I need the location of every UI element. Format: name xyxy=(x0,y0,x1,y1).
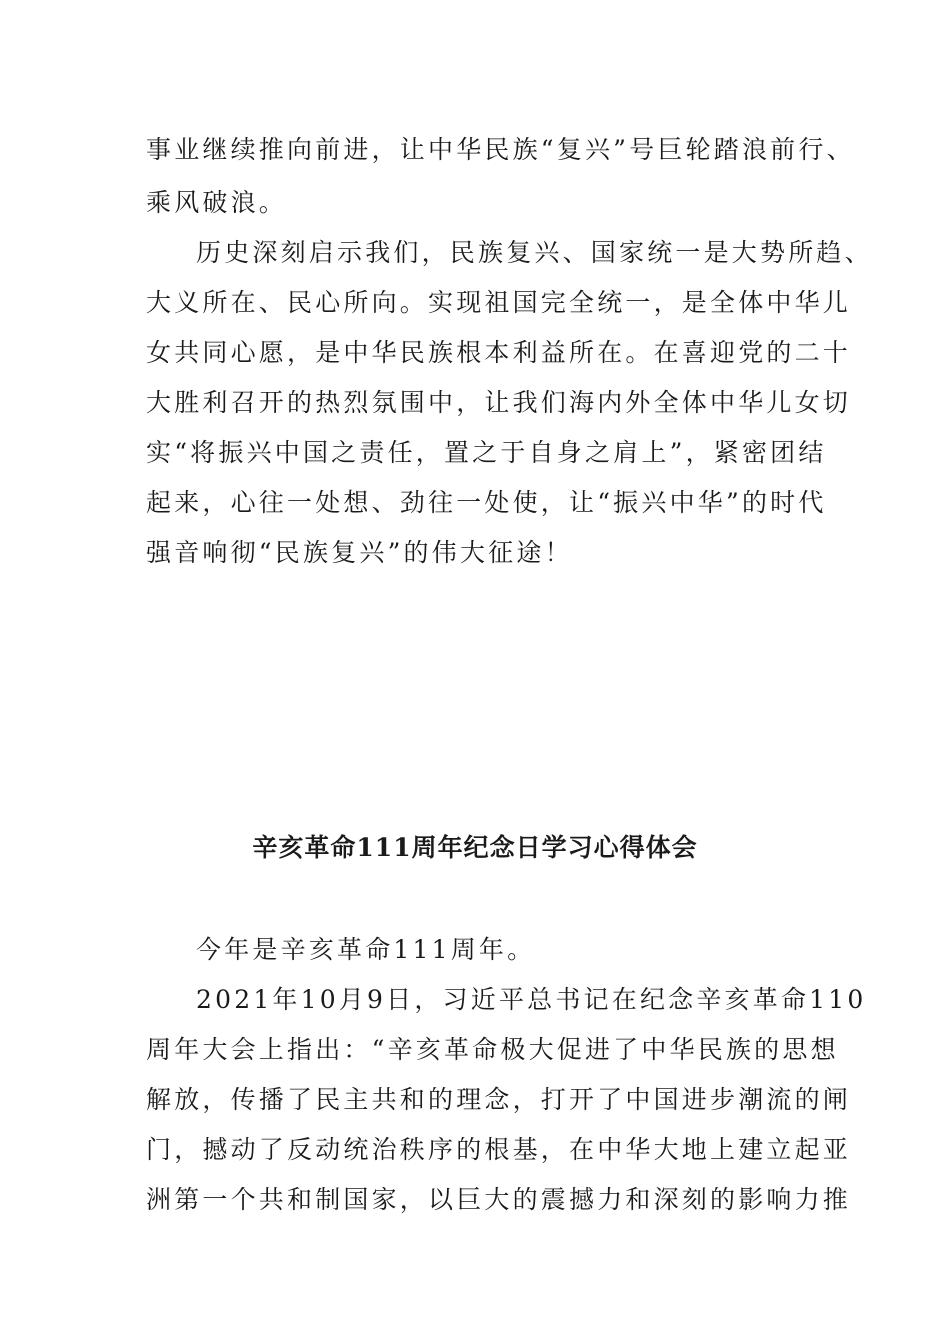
paragraph-line: 2021年10月9日，习近平总书记在纪念辛亥革命110 xyxy=(196,985,867,1014)
paragraph-line: 周年大会上指出：“辛亥革命极大促进了中华民族的思想 xyxy=(146,1035,839,1064)
article-title: 辛亥革命111周年纪念日学习心得体会 xyxy=(252,833,698,862)
paragraph-line: 乘风破浪。 xyxy=(146,188,288,217)
paragraph-line: 实“将振兴中国之责任，置之于自身之肩上”，紧密团结 xyxy=(146,438,827,467)
paragraph-line: 大胜利召开的热烈氛围中，让我们海内外全体中华儿女切 xyxy=(146,388,852,417)
paragraph-line: 历史深刻启示我们，民族复兴、国家统一是大势所趋、 xyxy=(196,238,873,267)
paragraph-line: 女共同心愿，是中华民族根本利益所在。在喜迎党的二十 xyxy=(146,338,852,367)
paragraph-line: 起来，心往一处想、劲往一处使，让“振兴中华”的时代 xyxy=(146,488,827,517)
paragraph-line: 强音响彻“民族复兴”的伟大征途！ xyxy=(146,538,573,567)
paragraph-line: 事业继续推向前进，让中华民族“复兴”号巨轮踏浪前行、 xyxy=(146,135,855,164)
paragraph-line: 今年是辛亥革命111周年。 xyxy=(196,935,536,964)
paragraph-line: 解放，传播了民主共和的理念，打开了中国进步潮流的闸 xyxy=(146,1085,852,1114)
paragraph-line: 洲第一个共和制国家，以巨大的震撼力和深刻的影响力推 xyxy=(146,1185,852,1214)
paragraph-line: 门，撼动了反动统治秩序的根基，在中华大地上建立起亚 xyxy=(146,1135,852,1164)
paragraph-line: 大义所在、民心所向。实现祖国完全统一，是全体中华儿 xyxy=(146,288,852,317)
